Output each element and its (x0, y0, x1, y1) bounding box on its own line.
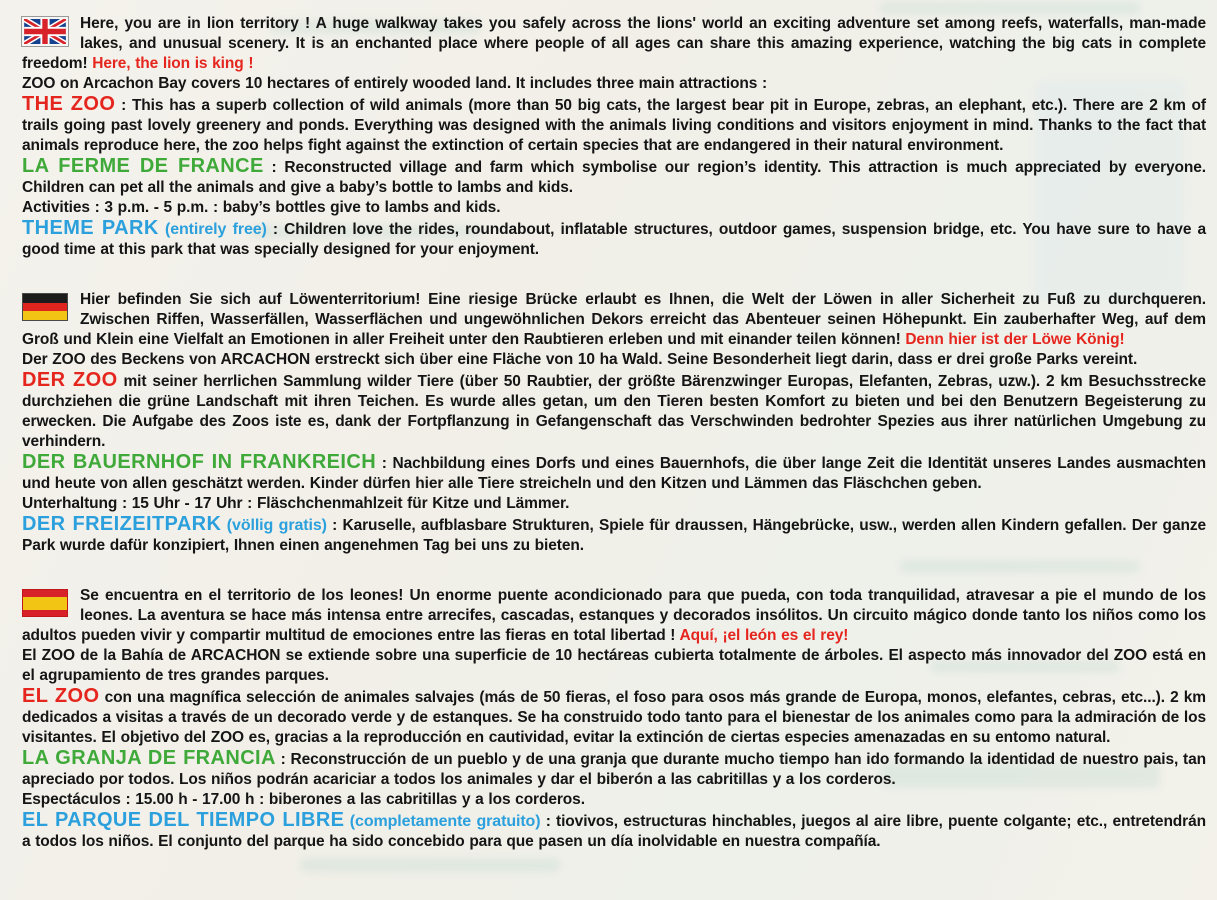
section-english (22, 14, 1206, 260)
text-run-highlight: Denn hier ist der Löwe König! (905, 331, 1125, 348)
heading-der-freizeitpark: DER FREIZEITPARK (22, 513, 222, 535)
paragraph-overview (22, 350, 1206, 370)
text-run: con una magnífica selección de animales salvajes (más de 50 fieras, el foso para osos más grande de Europa, monos, elefantes, cebras, etc...). 2 km dedicados a visitas a través de un decorado verde y de estanques. Se ha construido todo tanto para el bienestar de los animales como para la admiración de los visitantes. El objetivo del ZOO es, gracias a la reproducción en cautividad, evitar la extinción de ciertas especies amenazadas en su entomo natural. (22, 689, 1206, 746)
uk-flag-icon (22, 17, 68, 46)
paragraph-theme-park (22, 218, 1206, 260)
paragraph-activities (22, 198, 1206, 218)
heading-theme-park-note: (entirely free) (158, 221, 267, 238)
text-run: El ZOO de la Bahía de ARCACHON se extiende sobre una superficie de 10 hectáreas cubierta totalmente de árboles. El aspecto más innovador del ZOO está en el agrupamiento de tres grandes parques. (22, 647, 1206, 684)
section-spanish (22, 586, 1206, 852)
paragraph-intro (22, 14, 1206, 74)
text-run: : tiovivos, estructuras hinchables, juegos al aire libre, puente colgante; etc., entretendrán a todos los niños. El conjunto del parque ha sido concebido para que pasen un día inolvidable en nuestra compañía. (22, 813, 1206, 850)
text-run: : Karuselle, aufblasbare Strukturen, Spiele für draussen, Hängebrücke, usw., werden allen Kindern gefallen. Der ganze Park wurde dafür konzipiert, Ihnen einen angenehmen Tag bei uns zu bieten. (22, 517, 1206, 554)
showthrough-smudge (880, 2, 1140, 14)
paragraph-el-zoo (22, 686, 1206, 748)
text-run: : Nachbildung eines Dorfs und eines Bauernhofs, die über lange Zeit die Identität unseres Landes ausmachten und heute von allen geschätzt werden. Kinder dürfen hier alle Tiere streicheln und den Kitzen und Lämmen das Fläschchen geben. (22, 455, 1207, 492)
text-run: : This has a superb collection of wild animals (more than 50 big cats, the largest bear pit in Europe, zebras, an elephant, etc.). There are 2 km of trails going past lovely greenery and ponds. Everything was designed with the animals living conditions and visitors enjoyment in mind. Thanks to the fact that animals reproduce here, the zoo helps fight against the extinction of certain species that are endangered in their natural environment. (22, 97, 1206, 154)
text-run-highlight: Here, the lion is king ! (92, 55, 254, 72)
heading-der-zoo: DER ZOO (22, 369, 118, 391)
paragraph-unterhaltung (22, 494, 1206, 514)
text-run: Unterhaltung : 15 Uhr - 17 Uhr : Fläschchenmahlzeit für Kitze und Lämmer. (22, 495, 570, 512)
paragraph-intro (22, 290, 1206, 350)
heading-the-zoo: THE ZOO (22, 93, 116, 115)
heading-la-ferme-de-france: LA FERME DE FRANCE (22, 155, 264, 177)
text-run: : Children love the rides, roundabout, inflatable structures, outdoor games, suspension bridge, etc. You have sure to have a good time at this park that was specially designed for your enjoyment. (22, 221, 1207, 258)
heading-der-freizeitpark-note: (völlig gratis) (221, 517, 327, 534)
text-run: Der ZOO des Beckens von ARCACHON erstreckt sich über eine Fläche von 10 ha Wald. Seine Besonderheit liegt darin, dass er drei große Parks vereint. (22, 351, 1138, 368)
text-run: Se encuentra en el territorio de los leones! Un enorme puente acondicionado para que pueda, con toda tranquilidad, atravesar a pie el mundo de los leones. La aventura se hace más intensa entre arrecifes, cascadas, estanques y decorados insólitos. Un circuito mágico donde tanto los niños como los adultos pueden vivir y compartir multitud de emociones entre las fieras en total libertad ! (22, 587, 1206, 644)
paragraph-el-parque (22, 810, 1206, 852)
heading-el-zoo: EL ZOO (22, 685, 100, 707)
text-run: Activities : 3 p.m. - 5 p.m. : baby’s bottles give to lambs and kids. (22, 199, 501, 216)
text-run: ZOO on Arcachon Bay covers 10 hectares of entirely wooded land. It includes three main attractions : (22, 75, 768, 92)
text-run-highlight: Aquí, ¡el león es el rey! (679, 627, 849, 644)
paragraph-la-ferme (22, 156, 1206, 198)
section-german (22, 290, 1206, 556)
text-run: mit seiner herrlichen Sammlung wilder Tiere (über 50 Raubtier, der größte Bärenzwinger Europas, Elefanten, Zebras, uzw.). 2 km Besuchsstrecke durchziehen die grüne Landschaft mit ihren Teichen. Es wurde alles getan, um den Tieren besten Komfort zu bieten und bei den Benutzern Begeisterung zu erwecken. Die Aufgabe des Zoos iste es, dank der Fortpflanzung in Gefangenschaft das Verschwinden bedrohter Spezies aus ihrer natürlichen Umgebung zu verhindern. (22, 373, 1206, 450)
heading-el-parque: EL PARQUE DEL TIEMPO LIBRE (22, 809, 345, 831)
paragraph-der-zoo (22, 370, 1206, 452)
heading-theme-park: THEME PARK (22, 217, 159, 239)
paragraph-espectaculos (22, 790, 1206, 810)
text-run: Hier befinden Sie sich auf Löwenterritorium! Eine riesige Brücke erlaubt es Ihnen, die Welt der Löwen in aller Sicherheit zu Fuß zu durchqueren. Zwischen Riffen, Wasserfällen, Wasserflächen und ungewöhnlichen Dekors erreicht das Abenteuer seinen Höhepunkt. Ein zauberhafter Weg, auf dem Groß und Klein eine Vielfalt an Emotionen in aller Freiheit unter den Raubtieren erleben und mit einander teilen können! (22, 291, 1206, 348)
heading-el-parque-note: (completamente gratuito) (344, 813, 541, 830)
paragraph-overview (22, 74, 1206, 94)
brochure-content (22, 14, 1206, 882)
paragraph-der-freizeitpark (22, 514, 1206, 556)
paragraph-la-granja (22, 748, 1206, 790)
paragraph-der-bauernhof (22, 452, 1206, 494)
paragraph-overview (22, 646, 1206, 686)
heading-la-granja: LA GRANJA DE FRANCIA (22, 747, 276, 769)
paragraph-the-zoo (22, 94, 1206, 156)
text-run: : Reconstructed village and farm which symbolise our region’s identity. This attraction is much appreciated by everyone. Children can pet all the animals and give a baby’s bottle to lambs and kids. (22, 159, 1206, 196)
text-run: Here, you are in lion territory ! A huge walkway takes you safely across the lions' world an exciting adventure set among reefs, waterfalls, man-made lakes, and unusual scenery. It is an enchanted place where people of all ages can share this amazing experience, watching the big cats in complete freedom! (22, 15, 1206, 72)
paragraph-intro (22, 586, 1206, 646)
text-run: : Reconstrucción de un pueblo y de una granja que durante mucho tiempo han ido formando la identidad de nuestro pais, tan apreciado por todos. Los niños podrán acariciar a todos los animales y dar el biberón a las cabritillas y a los corderos. (22, 751, 1206, 788)
heading-der-bauernhof: DER BAUERNHOF IN FRANKREICH (22, 451, 377, 473)
germany-flag-icon (22, 293, 68, 321)
text-run: Espectáculos : 15.00 h - 17.00 h : biberones a las cabritillas y a los corderos. (22, 791, 585, 808)
spain-flag-icon (22, 589, 68, 617)
